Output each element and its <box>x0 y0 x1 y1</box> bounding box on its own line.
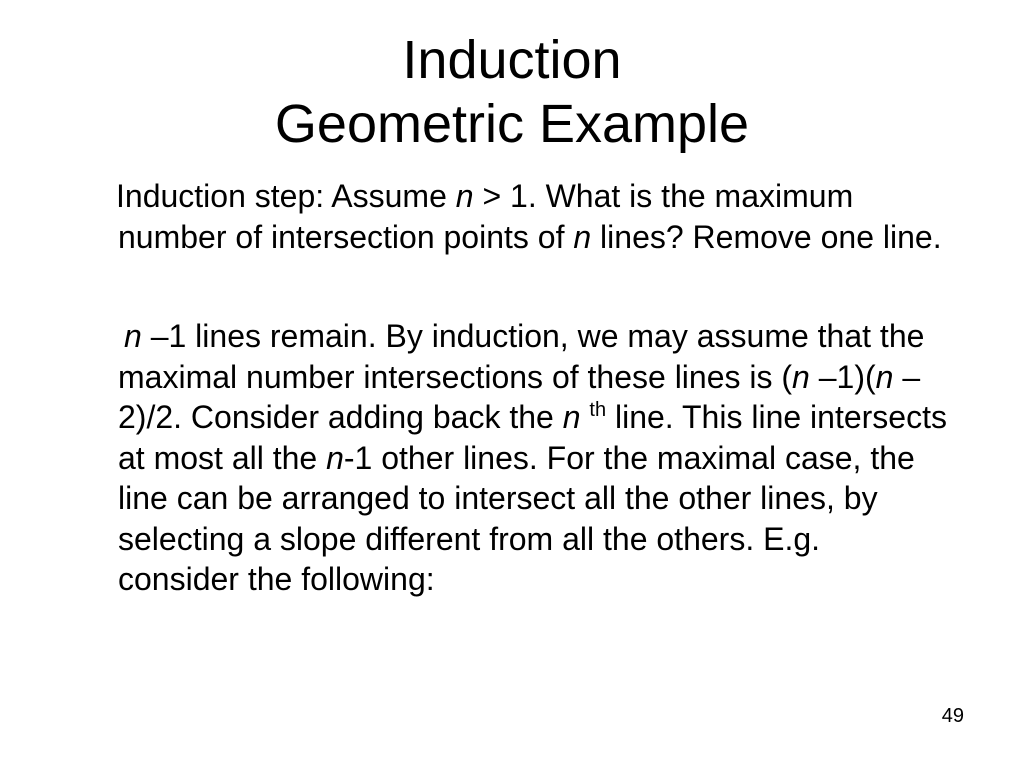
page-number: 49 <box>941 705 964 727</box>
variable-n: n <box>573 218 592 255</box>
slide-title-line-2: Geometric Example <box>274 94 750 154</box>
slide-title <box>0 28 1024 156</box>
variable-n: n <box>792 358 810 395</box>
text-run: –2)/2. Consider adding back the <box>118 358 921 435</box>
superscript-th: th <box>589 399 607 421</box>
variable-n: n <box>455 178 474 214</box>
variable-n: n <box>124 318 142 354</box>
slide-title-line-1: Induction <box>402 30 622 90</box>
variable-n: n <box>875 358 894 395</box>
text-run: –1 lines remain. By induction, we may assume that the maximal number intersections of these lines is ( <box>118 318 925 395</box>
text-run: -1 other lines. For the maximal case, the line can be arranged to intersect all the other lines, by selecting a slope different from all the others. E.g. consider the following: <box>118 439 915 597</box>
variable-n: n <box>562 399 581 435</box>
text-run: Induction step: Assume <box>116 178 456 214</box>
paragraph-lines-remain <box>118 316 948 600</box>
paragraph-induction-step <box>118 176 948 257</box>
text-run: > 1. What is the maximum number of intersection points of <box>118 178 854 255</box>
variable-n: n <box>326 439 344 476</box>
text-run: –1)( <box>809 358 876 395</box>
text-run: lines? Remove one line. <box>591 218 942 255</box>
text-run: line. This line intersects at most all the <box>118 399 947 476</box>
